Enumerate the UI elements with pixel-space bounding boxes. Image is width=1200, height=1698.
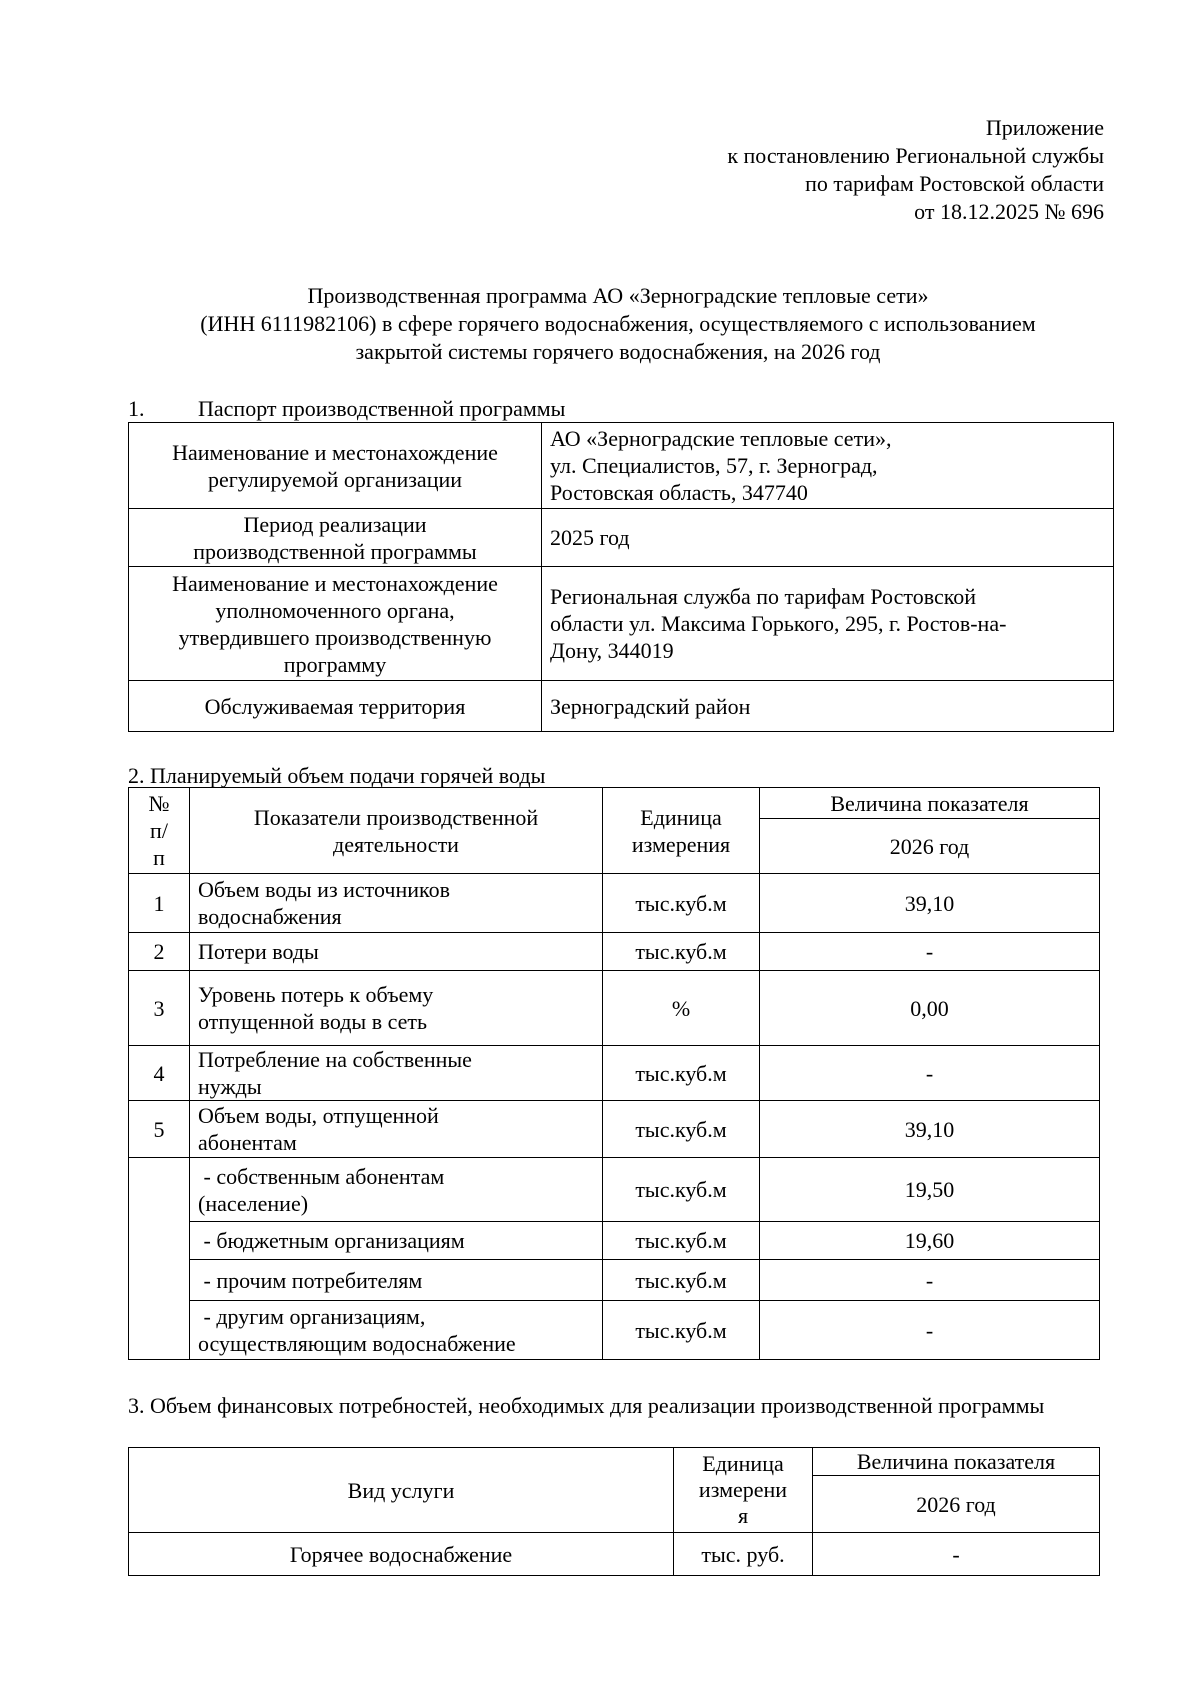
title-line: закрытой системы горячего водоснабжения, на 2026 год: [355, 339, 881, 364]
row-name: [190, 971, 603, 1046]
passport-label: [129, 423, 542, 509]
row-value: -: [760, 1046, 1100, 1101]
table-row: [129, 1301, 1100, 1360]
table-row: [129, 1222, 1100, 1260]
table-row: [129, 1533, 1100, 1576]
passport-value: [542, 423, 1114, 509]
label-line: регулируемой организации: [207, 466, 463, 492]
table-row: [129, 681, 1114, 732]
name-line: Объем воды из источников: [198, 877, 451, 902]
header-line: измерения: [631, 831, 731, 857]
name-line: отпущенной воды в сеть: [198, 1009, 428, 1034]
value-line: области ул. Максима Горького, 295, г. Ростов-на-: [550, 611, 1007, 636]
row-num: 2: [129, 933, 190, 971]
passport-label: [129, 509, 542, 567]
header-line: деятельности: [333, 831, 459, 857]
header-line: №: [148, 791, 170, 816]
header-year: 2026 год: [760, 819, 1100, 874]
row-name: [190, 1158, 603, 1222]
label-line: утвердившего производственную: [178, 624, 492, 650]
name-line: - собственным абонентам: [198, 1163, 445, 1189]
table-row: [129, 1260, 1100, 1301]
label-line: Наименование и местонахождение: [172, 439, 498, 465]
name-line: водоснабжения: [198, 904, 342, 929]
name-line: - прочим потребителям: [198, 1267, 423, 1293]
title-line: (ИНН 6111982106) в сфере горячего водоснабжения, осуществляемого с использованием: [200, 311, 1036, 336]
row-name: [190, 874, 603, 933]
section2-heading: 2. Планируемый объем подачи горячей воды: [128, 763, 546, 788]
table-row: [129, 509, 1114, 567]
name-line: (население): [198, 1190, 309, 1216]
table-row: [129, 874, 1100, 933]
name-line: Потребление на собственные: [198, 1047, 472, 1072]
section3-heading: 3. Объем финансовых потребностей, необходимых для реализации производственной программы: [128, 1393, 1045, 1418]
row-value: 19,50: [760, 1158, 1100, 1222]
name-line: нужды: [198, 1074, 262, 1099]
name-line: осуществляющим водоснабжение: [198, 1331, 516, 1356]
row-name: [190, 1101, 603, 1158]
section1-number: 1.: [128, 396, 145, 421]
row-num: 4: [129, 1046, 190, 1101]
header-year: 2026 год: [813, 1476, 1100, 1533]
passport-label: [129, 681, 542, 732]
header-unit: [603, 788, 760, 874]
row-name: [190, 1222, 603, 1260]
row-unit: тыс.куб.м: [603, 1301, 760, 1360]
row-value: 39,10: [760, 874, 1100, 933]
header-value-title: Величина показателя: [813, 1448, 1100, 1476]
header-value-title: Величина показателя: [760, 788, 1100, 819]
table-row: [129, 423, 1114, 509]
header-num: [129, 788, 190, 874]
name-line: Уровень потерь к объему: [198, 982, 434, 1007]
row-name: [190, 1046, 603, 1101]
appendix-header: [727, 114, 1104, 226]
row-value: 39,10: [760, 1101, 1100, 1158]
row-num: 5: [129, 1101, 190, 1158]
appendix-line: по тарифам Ростовской области: [805, 171, 1104, 196]
row-value: -: [760, 1260, 1100, 1301]
name-line: абонентам: [198, 1130, 297, 1155]
table-row: [129, 1158, 1100, 1222]
row-value: 0,00: [760, 971, 1100, 1046]
financial-table: [128, 1447, 1100, 1576]
row-unit: тыс.куб.м: [603, 1158, 760, 1222]
row-value: -: [760, 933, 1100, 971]
water-supply-table: [128, 787, 1100, 1360]
value-line: 2025 год: [550, 525, 630, 550]
row-unit: тыс.куб.м: [603, 874, 760, 933]
row-unit: тыс.куб.м: [603, 1101, 760, 1158]
row-num: 1: [129, 874, 190, 933]
header-line: я: [737, 1503, 749, 1528]
header-line: п: [153, 845, 165, 870]
appendix-line: Приложение: [985, 115, 1104, 140]
label-line: Наименование и местонахождение: [172, 570, 498, 596]
row-unit: тыс.куб.м: [603, 933, 760, 971]
name-line: - бюджетным организациям: [198, 1228, 465, 1253]
row-value: -: [760, 1301, 1100, 1360]
row-value: -: [813, 1533, 1100, 1576]
passport-label: [129, 567, 542, 681]
table-header-row: [129, 788, 1100, 819]
header-unit: [674, 1448, 813, 1533]
table-row: [129, 971, 1100, 1046]
section1-title: Паспорт производственной программы: [198, 396, 566, 421]
row-name: [190, 1301, 603, 1360]
passport-table: [128, 422, 1114, 732]
document-title: [128, 282, 1108, 366]
value-line: Ростовская область, 347740: [550, 480, 808, 505]
appendix-line: от 18.12.2025 № 696: [914, 199, 1104, 224]
value-line: Зерноградский район: [550, 693, 751, 719]
name-line: Объем воды, отпущенной: [198, 1103, 439, 1128]
table-header-row: [129, 1448, 1100, 1476]
row-unit: тыс. руб.: [674, 1533, 813, 1576]
header-line: измерени: [698, 1477, 788, 1502]
header-service: Вид услуги: [129, 1448, 674, 1533]
label-line: Обслуживаемая территория: [204, 693, 466, 719]
title-line: Производственная программа АО «Зерноградские тепловые сети»: [307, 283, 929, 308]
value-line: ул. Специалистов, 57, г. Зерноград,: [550, 453, 878, 478]
name-line: - другим организациям,: [198, 1304, 426, 1329]
table-row: [129, 1101, 1100, 1158]
table-row: [129, 933, 1100, 971]
header-indicator: [190, 788, 603, 874]
header-line: п/: [150, 818, 168, 843]
section1-heading: [128, 396, 565, 422]
row-unit: %: [603, 971, 760, 1046]
value-line: АО «Зерноградские тепловые сети»,: [550, 426, 892, 451]
passport-value: [542, 509, 1114, 567]
table-row: [129, 567, 1114, 681]
label-line: Период реализации: [243, 511, 427, 537]
table-row: [129, 1046, 1100, 1101]
row-value: 19,60: [760, 1222, 1100, 1260]
label-line: производственной программы: [193, 538, 477, 564]
row-unit: тыс.куб.м: [603, 1046, 760, 1101]
label-line: уполномоченного органа,: [215, 597, 455, 623]
row-unit: тыс.куб.м: [603, 1260, 760, 1301]
appendix-line: к постановлению Региональной службы: [727, 143, 1104, 168]
header-line: Единица: [640, 804, 722, 830]
row-num: 3: [129, 971, 190, 1046]
header-line: Единица: [702, 1451, 784, 1476]
value-line: Региональная служба по тарифам Ростовской: [550, 584, 977, 609]
row-num-empty: [129, 1158, 190, 1360]
name-line: Потери воды: [198, 939, 319, 964]
row-unit: тыс.куб.м: [603, 1222, 760, 1260]
row-name: [190, 1260, 603, 1301]
value-line: Дону, 344019: [550, 638, 674, 663]
passport-value: [542, 681, 1114, 732]
label-line: программу: [283, 651, 387, 677]
row-name: [190, 933, 603, 971]
header-line: Показатели производственной: [253, 804, 539, 830]
row-service: Горячее водоснабжение: [129, 1533, 674, 1576]
passport-value: [542, 567, 1114, 681]
